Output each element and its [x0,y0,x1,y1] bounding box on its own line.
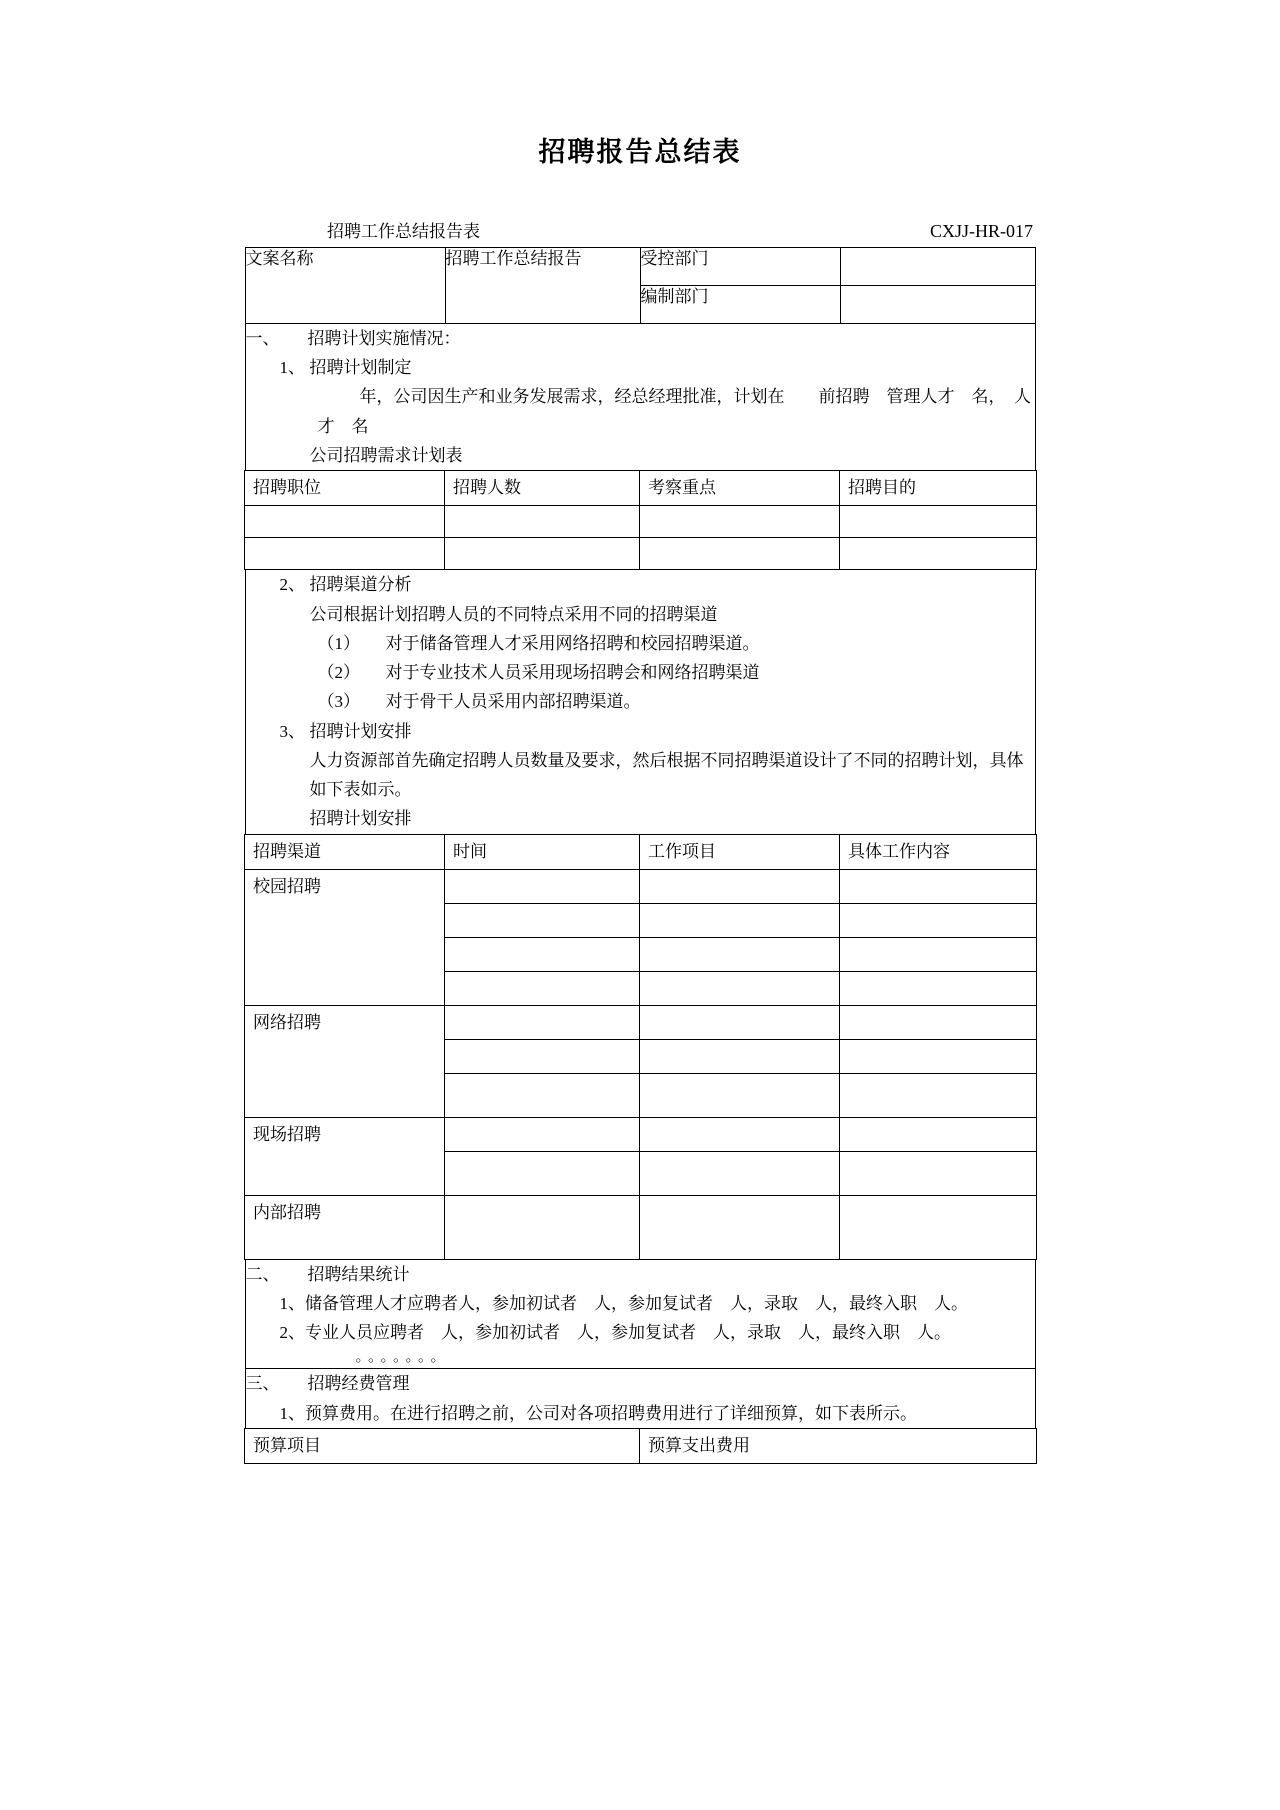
item-1-paragraph: 年，公司因生产和业务发展需求，经总经理批准，计划在 前招聘 管理人才 名， 人才 名 [317,387,1031,436]
table-row-section-one-intro [245,324,1035,471]
cell-focus[interactable] [640,538,840,570]
col-header-purpose: 招聘目的 [840,471,1037,506]
budget-table-host [245,1428,1035,1463]
cell-time[interactable] [445,903,640,937]
item-2-point-3 [246,687,1035,716]
header-form-name: 招聘工作总结报告表 [327,222,480,241]
cell-time[interactable] [445,971,640,1005]
item-2-number: 2、 [279,575,305,595]
document-header [245,217,1035,242]
cell-work-item[interactable] [640,1117,840,1151]
cell-label-doc-name: 文案名称 [245,248,445,324]
header-document-code: CXJJ-HR-017 [929,221,1033,241]
table-row-section-three [245,1369,1035,1428]
cell-purpose[interactable] [840,506,1037,538]
section-two-item-1-text: 储备管理人才应聘者人，参加初试者 人，参加复试者 人，录取 人，最终入职 人。 [305,1294,968,1314]
item-3-number: 3、 [279,721,305,741]
table-header-row [245,1428,1037,1463]
col-header-work-content: 具体工作内容 [840,834,1037,869]
cell-work-content[interactable] [840,903,1037,937]
col-header-work-item: 工作项目 [640,834,840,869]
section-two-block [245,1259,1035,1369]
table-row-info-1 [245,248,1035,286]
table-row [245,538,1037,570]
section-three-item-1-text: 预算费用。在进行招聘之前，公司对各项招聘费用进行了详细预算，如下表所示。 [305,1403,917,1423]
cell-work-item[interactable] [640,903,840,937]
recruitment-plan-table [244,834,1037,1260]
table-row-section-two [245,1259,1035,1369]
table-row-budget-table [245,1428,1035,1463]
cell-work-item[interactable] [640,1073,840,1117]
cell-work-content[interactable] [840,1039,1037,1073]
item-2-point-2 [246,658,1035,687]
cell-work-item[interactable] [640,971,840,1005]
item-2-point-1 [246,629,1035,658]
cell-label-controlled-dept: 受控部门 [640,248,840,286]
page-title: 招聘报告总结表 [538,137,742,167]
section-one-heading [246,324,1035,353]
col-header-time: 时间 [445,834,640,869]
demand-table-caption: 公司招聘需求计划表 [309,445,463,465]
point-1-marker: （1） [317,633,360,653]
col-header-channel: 招聘渠道 [245,834,445,869]
table-row-plan-table [245,834,1035,1259]
plan-table-caption: 招聘计划安排 [309,809,412,829]
cell-work-item[interactable] [640,1005,840,1039]
cell-work-content[interactable] [840,1005,1037,1039]
cell-time[interactable] [445,1151,640,1195]
cell-work-content[interactable] [840,869,1037,903]
table-header-row [245,471,1037,506]
cell-purpose[interactable] [840,538,1037,570]
item-2-heading [246,570,1035,599]
section-one-number: 一、 [245,329,280,348]
cell-headcount[interactable] [445,538,640,570]
cell-headcount[interactable] [445,506,640,538]
cell-focus[interactable] [640,506,840,538]
table-row [245,1117,1037,1151]
col-header-budget-amount: 预算支出费用 [640,1428,1037,1463]
table-row-section-one-items [245,570,1035,834]
cell-work-item[interactable] [640,1039,840,1073]
section-two-item-1 [246,1289,1035,1318]
cell-work-content[interactable] [840,1073,1037,1117]
recruitment-demand-table [244,470,1037,570]
cell-label-preparing-dept: 编制部门 [640,286,840,324]
col-header-headcount: 招聘人数 [445,471,640,506]
item-2-title: 招聘渠道分析 [309,575,412,595]
item-3-title: 招聘计划安排 [309,721,412,741]
section-one-title: 招聘计划实施情况： [307,329,461,348]
cell-work-content[interactable] [840,937,1037,971]
table-header-row [245,834,1037,869]
section-one-items-block [245,570,1035,834]
section-two-item-2-text: 专业人员应聘者 人，参加初试者 人，参加复试者 人，录取 人，最终入职 人。 [305,1323,951,1343]
cell-work-item[interactable] [640,869,840,903]
section-two-item-2 [246,1318,1035,1347]
section-three-item-1 [246,1399,1035,1428]
cell-work-item[interactable] [640,937,840,971]
cell-time[interactable] [445,869,640,903]
cell-work-item[interactable] [640,1151,840,1195]
section-three-block [245,1369,1035,1428]
table-row [245,1005,1037,1039]
cell-channel-campus: 校园招聘 [245,869,445,1005]
table-row [245,869,1037,903]
section-two-title: 招聘结果统计 [307,1264,410,1284]
table-row [245,1195,1037,1259]
cell-value-controlled-dept[interactable] [840,248,1035,286]
section-one-block [245,324,1035,471]
section-two-item-1-number: 1、 [279,1294,305,1314]
cell-time[interactable] [445,937,640,971]
cell-work-content[interactable] [840,1195,1037,1259]
cell-time[interactable] [445,1195,640,1259]
item-3-heading [246,717,1035,746]
table-row-demand-table [245,471,1035,570]
cell-value-doc-name: 招聘工作总结报告 [445,248,640,324]
col-header-focus: 考察重点 [640,471,840,506]
cell-time[interactable] [445,1039,640,1073]
item-1-title: 招聘计划制定 [309,358,412,378]
section-two-heading [246,1260,1035,1289]
point-2-text: 对于专业技术人员采用现场招聘会和网络招聘渠道 [385,663,760,683]
item-3-paragraph: 人力资源部首先确定招聘人员数量及要求，然后根据不同招聘渠道设计了不同的招聘计划，具体如下表如示。 [309,750,1024,800]
budget-table [244,1428,1037,1464]
cell-time[interactable] [445,1073,640,1117]
point-3-text: 对于骨干人员采用内部招聘渠道。 [385,692,641,712]
col-header-position: 招聘职位 [245,471,445,506]
section-two-item-2-number: 2、 [279,1323,305,1343]
cell-work-content[interactable] [840,1151,1037,1195]
cell-channel-internal: 内部招聘 [245,1195,445,1259]
point-2-marker: （2） [317,663,360,683]
cell-position[interactable] [245,538,445,570]
item-2-intro: 公司根据计划招聘人员的不同特点采用不同的招聘渠道 [309,604,718,624]
demand-table-host [245,471,1035,570]
cell-work-content[interactable] [840,1117,1037,1151]
section-two-number: 二、 [245,1264,280,1284]
cell-value-preparing-dept[interactable] [840,286,1035,324]
cell-work-item[interactable] [640,1195,840,1259]
section-three-heading [246,1369,1035,1398]
table-row [245,506,1037,538]
item-1-number: 1、 [279,358,305,378]
cell-channel-online: 网络招聘 [245,1005,445,1117]
section-three-number: 三、 [245,1374,280,1394]
cell-time[interactable] [445,1117,640,1151]
cell-work-content[interactable] [840,971,1037,1005]
plan-table-host [245,834,1035,1259]
cell-time[interactable] [445,1005,640,1039]
main-form-table [245,247,1036,1463]
point-1-text: 对于储备管理人才采用网络招聘和校园招聘渠道。 [385,633,760,653]
col-header-budget-item: 预算项目 [245,1428,640,1463]
section-three-item-1-number: 1、 [279,1403,305,1423]
section-two-ellipsis: 。。。。。。。 [355,1349,451,1366]
section-three-title: 招聘经费管理 [307,1374,410,1394]
item-1-heading [246,353,1035,382]
point-3-marker: （3） [317,692,360,712]
cell-position[interactable] [245,506,445,538]
cell-channel-onsite: 现场招聘 [245,1117,445,1195]
